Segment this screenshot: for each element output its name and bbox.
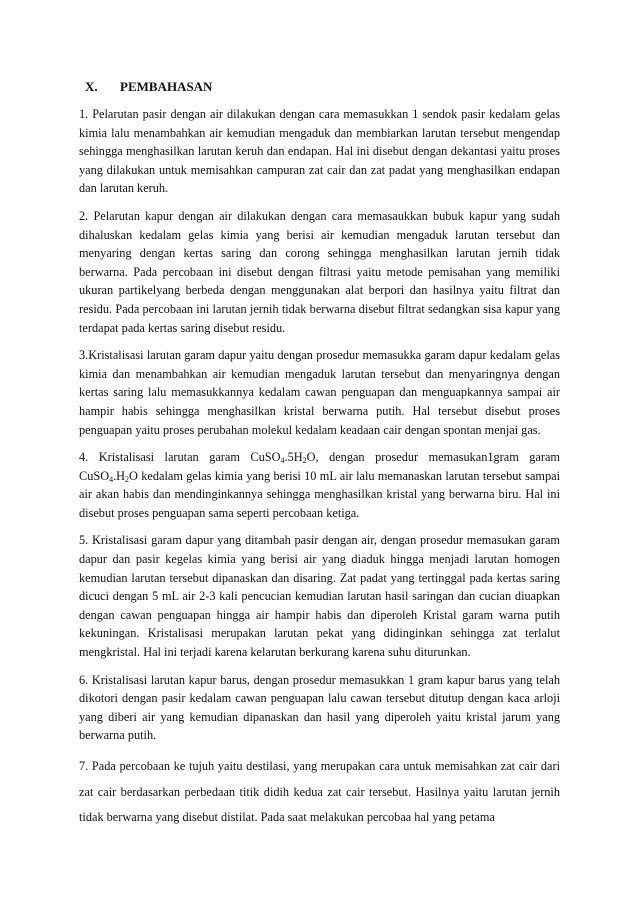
paragraph-4-text-5: O kedalam gelas kimia yang berisi 10 mL air lalu memanaskan larutan tersebut sampai air akan habis dan mendinginkannya sehingga menghasilkan kristal yang berwarna biru. Hal ini disebut proses penguapan sama seperti percobaan ketiga. bbox=[79, 468, 560, 520]
paragraph-1: 1. Pelarutan pasir dengan air dilakukan dengan cara memasukkan 1 sendok pasir kedalam gelas kimia lalu menambahkan air kemudian mengaduk dan membiarkan larutan tersebut mengendap sehingga menghasilkan larutan keruh dan endapan. Hal ini disebut dengan dekantasi yaitu proses yang dilakukan untuk memisahkan campuran zat cair dan zat padat yang menghasilkan endapan dan larutan keruh. bbox=[79, 107, 560, 196]
paragraph-2: 2. Pelarutan kapur dengan air dilakukan dengan cara memasaukkan bubuk kapur yang sudah dihaluskan kedalam gelas kimia yang berisi air kemudian mengaduk larutan tersebut dan menyaring dengan kertas saring dan corong sehingga menghasilkan larutan jernih tidak berwarna. Pada percobaan ini disebut dengan filtrasi yaitu metode pemisahan yang memiliki ukuran partikelyang berbeda dengan menggunakan alat berpori dan hasilnya yaitu filtrat dan residu. Pada percobaan ini larutan jernih tidak berwarna disebut filtrat sedangkan sisa kapur yang terdapat pada kertas saring disebut residu. bbox=[79, 208, 560, 335]
section-number: X. bbox=[85, 79, 98, 94]
document-page bbox=[79, 66, 560, 840]
paragraph-4-text-1: 4. Kristalisasi larutan garam CuSO bbox=[79, 450, 281, 465]
subscript: 4 bbox=[280, 456, 285, 466]
paragraph-4-text-2: .5H bbox=[284, 450, 303, 465]
section-title: PEMBAHASAN bbox=[120, 79, 213, 94]
subscript: 2 bbox=[125, 474, 130, 484]
paragraph-4-text-4: .H bbox=[113, 468, 126, 483]
subscript: 4 bbox=[109, 474, 114, 484]
paragraph-6: 6. Kristalisasi larutan kapur barus, dengan prosedur memasukkan 1 gram kapur barus yang telah dikotori dengan pasir kedalam cawan penguapan lalu cawan tersebut ditutup dengan kaca arloji yang diberi air yang kemudian dipanaskan dan hasil yang diperoleh yaitu kristal jarum yang berwarna putih. bbox=[79, 672, 560, 743]
section-heading bbox=[85, 78, 560, 95]
paragraph-4-text-3: O, dengan prosedur memasukan1gram garam CuSO bbox=[79, 450, 560, 483]
subscript: 2 bbox=[302, 456, 307, 466]
paragraph-7: 7. Pada percobaan ke tujuh yaitu destilasi, yang merupakan cara untuk memisahkan zat cair dari zat cair berdasarkan perbedaan titik didih kedua zat cair tersebut. Hasilnya yaitu larutan jernih tidak berwarna yang disebut distilat. Pada saat melakukan percobaa hal yang petama bbox=[79, 759, 560, 824]
paragraph-3: 3.Kristalisasi larutan garam dapur yaitu dengan prosedur memasukka garam dapur kedalam gelas kimia dan menambahkan air kemudian mengaduk larutan tersebut dan menyaringnya dengan kertas saring lalu memasukkannya kedalam cawan penguapan dan menguapkannya sampai air hampir habis sehingga menghasilkan kristal berwarna putih. Hal tersebut disebut proses penguapan yaitu proses perubahan molekul kedalam keadaan cair dengan spontan menjai gas. bbox=[79, 348, 560, 437]
paragraph-5: 5. Kristalisasi garam dapur yang ditambah pasir dengan air, dengan prosedur memasukan garam dapur dan pasir kegelas kimia yang berisi air yang diaduk hingga menjadi larutan homogen kemudian larutan tersebut dipanaskan dan disaring. Zat padat yang tertinggal pada kertas saring dicuci dengan 5 mL air 2-3 kali pencucian kemudian larutan hasil saringan dan cucian diuapkan dengan cawan penguapan hingga air hampir habis dan diperoleh Kristal garam warna putih kekuningan. Kristalisasi merupakan larutan pekat yang didinginkan sehingga zat terlalut mengkristal. Hal ini terjadi karena kelarutan berkurang karena suhu diturunkan. bbox=[79, 533, 560, 660]
paragraph-4 bbox=[79, 448, 560, 522]
